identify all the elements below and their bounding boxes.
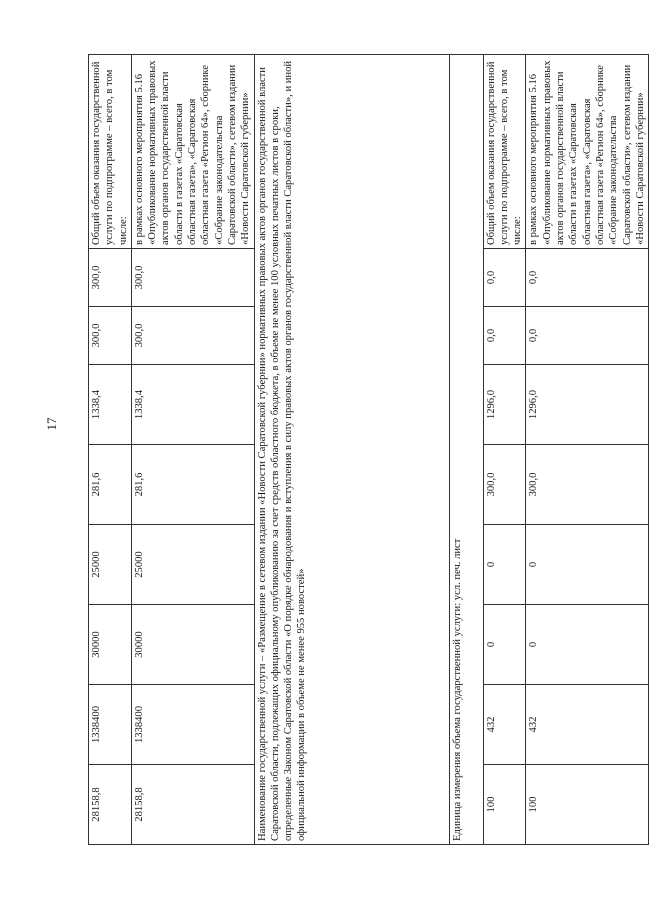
row-label: в рамках основного мероприятия 5.16 «Опубликование нормативных правовых актов органов государственной власти области в газетах «Саратовская областная газета», «Саратовская областная газета «Регион 64», сборнике «Собрание законодательства Саратовской области», сетевом издании «Новости Саратовской губернии» (526, 55, 649, 249)
row-label: Общий объем оказания государственной услуги по подпрограмме – всего, в том числе: (483, 55, 526, 249)
cell-value: 28158,8 (131, 765, 254, 845)
cell-value: 0,0 (483, 307, 526, 365)
cell-value: 0 (483, 605, 526, 685)
row-label: в рамках основного мероприятия 5.16 «Опубликование нормативных правовых актов органов государственной власти области в газетах «Саратовская областная газета», «Саратовская областная газета «Регион 64», сборнике «Собрание законодательства Саратовской области», сетевом издании «Новости Саратовской губернии» (131, 55, 254, 249)
cell-value: 30000 (89, 605, 132, 685)
services-table (88, 54, 649, 845)
cell-value: 300,0 (131, 249, 254, 307)
table-row (254, 55, 449, 845)
cell-value: 281,6 (131, 445, 254, 525)
cell-value: 0 (526, 605, 649, 685)
cell-value: 0 (483, 525, 526, 605)
cell-value: 432 (526, 685, 649, 765)
cell-value: 100 (483, 765, 526, 845)
cell-value: 432 (483, 685, 526, 765)
table-row (131, 55, 254, 845)
rotated-page (88, 55, 646, 845)
unit-of-measure: Единица измерения объема государственной услуги: усл. печ. лист (449, 55, 483, 845)
table-row (526, 55, 649, 845)
cell-value: 25000 (131, 525, 254, 605)
cell-value: 300,0 (526, 445, 649, 525)
cell-value: 0,0 (483, 249, 526, 307)
cell-value: 0,0 (526, 249, 649, 307)
cell-value: 0 (526, 525, 649, 605)
cell-value: 1338,4 (89, 365, 132, 445)
table-row (483, 55, 526, 845)
cell-value: 1338400 (131, 685, 254, 765)
cell-value: 28158,8 (89, 765, 132, 845)
service-name: Наименование государственной услуги – «Размещение в сетевом издании «Новости Саратовской губернии» нормативных правовых актов органов государственной власти Саратовской области, подлежащих официальному опубликованию за счет средств областного бюджета, в объеме не менее 100 условных печатных листов в сроки, определенные Законом Саратовской области «О порядке обнародования и вступления в силу правовых актов органов государственной власти Саратовской области», и иной официальной информации в объеме не менее 955 новостей» (254, 55, 449, 845)
cell-value: 281,6 (89, 445, 132, 525)
cell-value: 1338400 (89, 685, 132, 765)
cell-value: 300,0 (131, 307, 254, 365)
table-row (89, 55, 132, 845)
cell-value: 300,0 (483, 445, 526, 525)
cell-value: 100 (526, 765, 649, 845)
cell-value: 300,0 (89, 307, 132, 365)
cell-value: 1296,0 (483, 365, 526, 445)
table-row (449, 55, 483, 845)
row-label: Общий объем оказания государственной услуги по подпрограмме – всего, в том числе: (89, 55, 132, 249)
cell-value: 0,0 (526, 307, 649, 365)
cell-value: 1296,0 (526, 365, 649, 445)
cell-value: 30000 (131, 605, 254, 685)
cell-value: 25000 (89, 525, 132, 605)
cell-value: 300,0 (89, 249, 132, 307)
page-number: 17 (44, 417, 59, 431)
cell-value: 1338,4 (131, 365, 254, 445)
